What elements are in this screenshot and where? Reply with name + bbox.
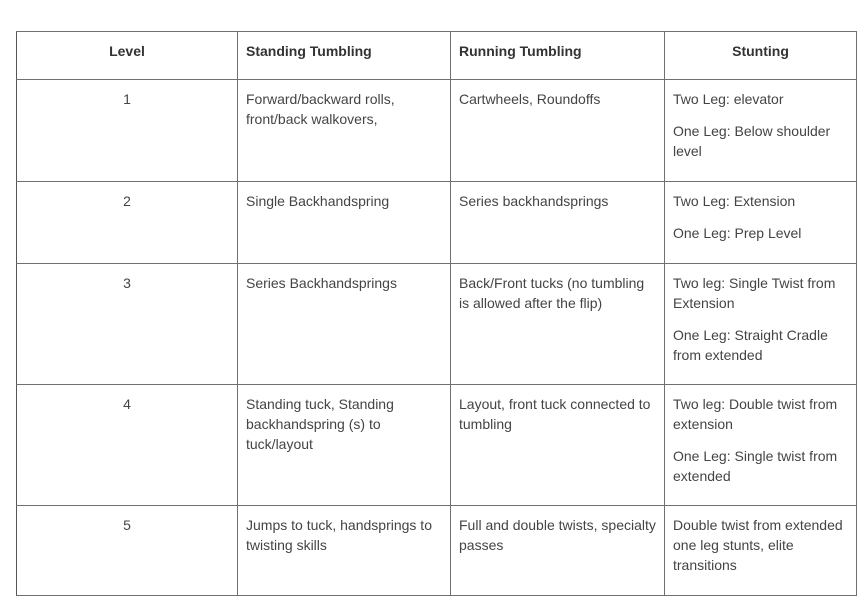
level-cell: 4 (17, 385, 238, 506)
stunting-two-leg: Two leg: Single Twist from Extension (673, 275, 836, 311)
stunting-cell (665, 182, 857, 264)
level-cell: 2 (17, 182, 238, 264)
level-cell: 3 (17, 264, 238, 385)
table-header-row (17, 32, 857, 80)
level-cell: 5 (17, 506, 238, 596)
table-row (17, 80, 857, 182)
stunting-one-leg: One Leg: Below shoulder level (673, 123, 831, 159)
table-row (17, 182, 857, 264)
stunting-cell (665, 506, 857, 596)
stunting-cell (665, 385, 857, 506)
running-tumbling-cell: Layout, front tuck connected to tumbling (451, 385, 665, 506)
header-running-tumbling: Running Tumbling (451, 32, 665, 80)
table-row (17, 385, 857, 506)
stunting-two-leg: Two Leg: elevator (673, 91, 784, 107)
standing-tumbling-cell: Standing tuck, Standing backhandspring (s) to tuck/layout (238, 385, 451, 506)
header-standing-tumbling: Standing Tumbling (238, 32, 451, 80)
running-tumbling-cell: Back/Front tucks (no tumbling is allowed after the flip) (451, 264, 665, 385)
stunting-one-leg: One Leg: Single twist from extended (673, 448, 838, 484)
header-level: Level (17, 32, 238, 80)
cheer-levels-table-container (16, 31, 856, 596)
table-row (17, 264, 857, 385)
running-tumbling-cell: Series backhandsprings (451, 182, 665, 264)
standing-tumbling-cell: Single Backhandspring (238, 182, 451, 264)
running-tumbling-cell: Cartwheels, Roundoffs (451, 80, 665, 182)
stunting-cell (665, 80, 857, 182)
stunting-one-leg: One Leg: Prep Level (673, 225, 802, 241)
cheer-levels-table (16, 31, 857, 596)
standing-tumbling-cell: Forward/backward rolls, front/back walkovers, (238, 80, 451, 182)
standing-tumbling-cell: Jumps to tuck, handsprings to twisting skills (238, 506, 451, 596)
level-cell: 1 (17, 80, 238, 182)
stunting-text: Double twist from extended one leg stunts, elite transitions (673, 517, 843, 573)
header-stunting: Stunting (665, 32, 857, 80)
stunting-two-leg: Two leg: Double twist from extension (673, 396, 838, 432)
stunting-two-leg: Two Leg: Extension (673, 193, 796, 209)
table-row (17, 506, 857, 596)
stunting-one-leg: One Leg: Straight Cradle from extended (673, 327, 828, 363)
running-tumbling-cell: Full and double twists, specialty passes (451, 506, 665, 596)
standing-tumbling-cell: Series Backhandsprings (238, 264, 451, 385)
stunting-cell (665, 264, 857, 385)
